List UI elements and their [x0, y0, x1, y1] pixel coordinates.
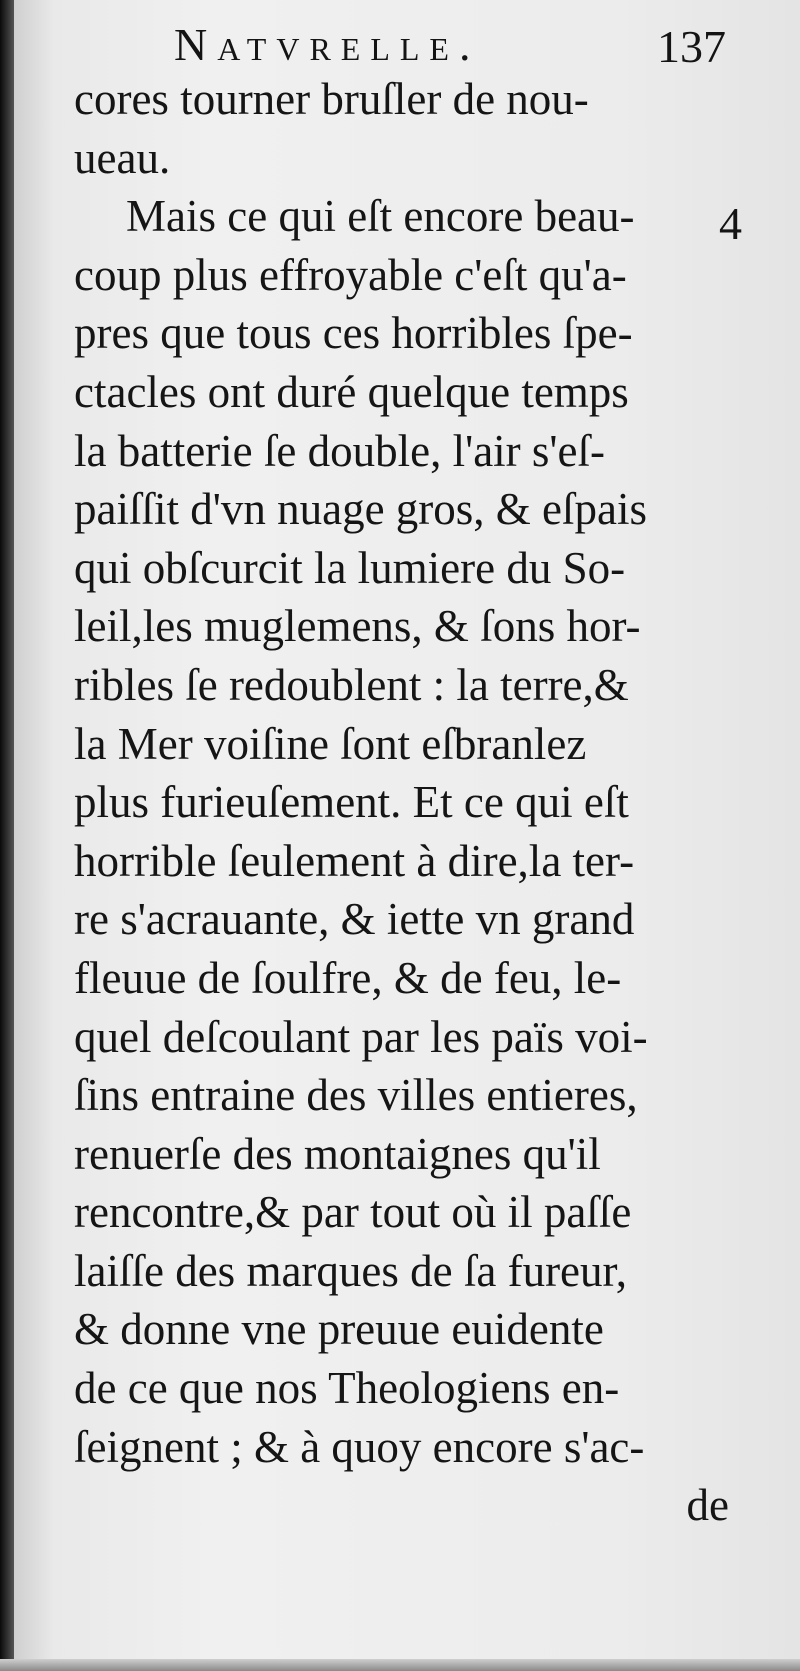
text-line: re s'acrauante, & iette vn grand — [74, 894, 635, 945]
text-line: de ce que nos Theologiens en- — [74, 1363, 620, 1414]
book-page — [14, 0, 800, 1671]
page-number: 137 — [657, 21, 726, 72]
page-bottom-edge — [0, 1659, 800, 1671]
text-line: ueau. — [74, 132, 171, 183]
text-line: la Mer voiſine ſont eſbranlez — [74, 718, 587, 769]
text-line: renuerſe des montaignes qu'il — [74, 1128, 601, 1179]
margin-note: 4 — [719, 198, 742, 249]
text-line: coup plus effroyable c'eſt qu'a- — [74, 249, 627, 300]
text-line: la batterie ſe double, l'air s'eſ- — [74, 425, 605, 476]
text-line: paiſſit d'vn nuage gros, & eſpais — [74, 484, 648, 535]
running-title: Natvrelle. — [174, 19, 481, 70]
catchword: de — [686, 1480, 729, 1531]
text-line: horrible ſeulement à dire,la ter- — [74, 835, 635, 886]
text-line: ctacles ont duré quelque temps — [74, 366, 629, 417]
page-gutter-shadow — [0, 0, 14, 1671]
text-line: quel deſcoulant par les païs voi- — [74, 1011, 648, 1062]
text-line: fleuue de ſoulfre, & de feu, le- — [74, 952, 622, 1003]
text-line: qui obſcurcit la lumiere du So- — [74, 542, 626, 593]
text-line: ribles ſe redoublent : la terre,& — [74, 659, 629, 710]
text-line: Mais ce qui eſt encore beau- — [126, 191, 635, 242]
text-line: & donne vne preuue euidente — [74, 1304, 604, 1355]
text-line: laiſſe des marques de ſa fureur, — [74, 1245, 627, 1296]
text-line: pres que tous ces horribles ſpe- — [74, 308, 633, 359]
page-header — [174, 18, 734, 78]
text-line: leil,les muglemens, & ſons hor- — [74, 601, 641, 652]
text-line: cores tourner bruſler de nou- — [74, 74, 589, 124]
text-line: ſeignent ; & à quoy encore s'ac- — [74, 1421, 645, 1472]
text-line: ſins entraine des villes entieres, — [74, 1070, 638, 1121]
text-line: plus furieuſement. Et ce qui eſt — [74, 777, 629, 828]
body-text — [74, 70, 734, 1535]
text-line: rencontre,& par tout où il paſſe — [74, 1187, 632, 1238]
